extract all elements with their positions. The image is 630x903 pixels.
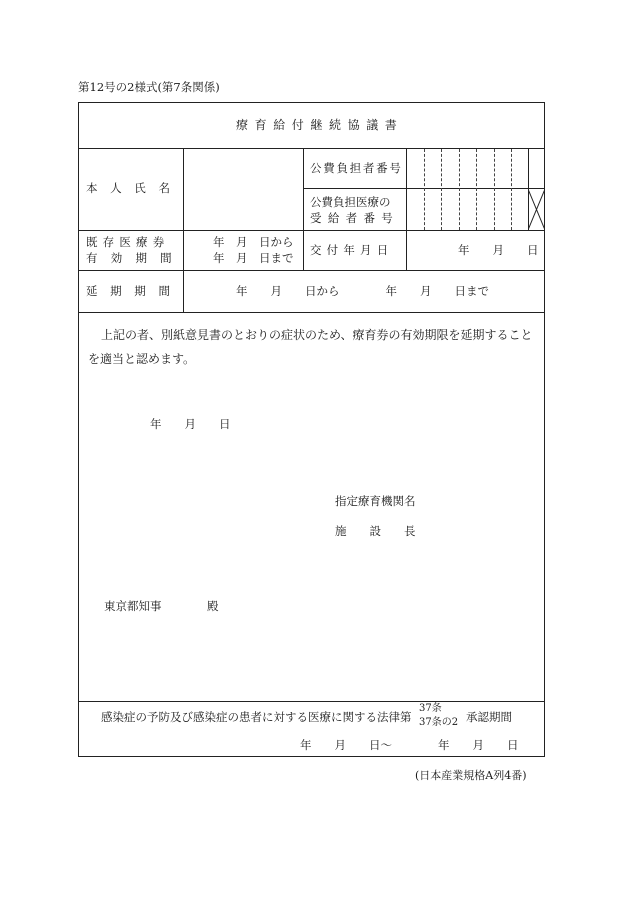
form-title: 療育給付継続協議書 bbox=[236, 118, 404, 132]
valid-from[interactable]: 年 月 日から bbox=[213, 235, 294, 249]
approval-period-value[interactable]: 年 月 日〜 年 月 日 bbox=[300, 738, 519, 752]
existing-ticket-label-line1: 既存医療券 bbox=[86, 235, 170, 249]
law-text: 感染症の予防及び感染症の患者に対する医療に関する法律第 bbox=[101, 710, 412, 724]
director-label: 施 設 長 bbox=[335, 524, 416, 538]
honorific: 殿 bbox=[207, 599, 219, 613]
issue-date-value[interactable]: 年 月 日 bbox=[458, 243, 539, 257]
recipient-number-label-line1: 公費負担医療の bbox=[310, 195, 391, 209]
paper-size-note: (日本産業規格A列4番) bbox=[415, 769, 527, 782]
extension-value[interactable]: 年 月 日から 年 月 日まで bbox=[236, 284, 489, 298]
addressee: 東京都知事 bbox=[104, 599, 162, 613]
valid-to[interactable]: 年 月 日まで bbox=[213, 251, 294, 265]
form-number: 第12号の2様式(第7条関係) bbox=[78, 80, 220, 94]
article-37: 37条 bbox=[419, 703, 442, 714]
extension-label: 延期期間 bbox=[86, 284, 183, 298]
crossed-cell bbox=[528, 189, 545, 230]
recipient-number-field[interactable] bbox=[407, 189, 528, 230]
existing-ticket-label-line2: 有効期間 bbox=[86, 251, 185, 265]
date-line[interactable]: 年 月 日 bbox=[150, 417, 231, 431]
body-text-line1: 上記の者、別紙意見書のとおりの症状のため、療育券の有効期限を延期すること bbox=[101, 328, 533, 342]
patient-name-field[interactable] bbox=[184, 149, 303, 230]
payer-number-field[interactable] bbox=[407, 149, 545, 188]
payer-number-label: 公費負担者番号 bbox=[310, 161, 403, 175]
issue-date-label: 交付年月日 bbox=[310, 243, 394, 257]
article-37-2: 37条の2 bbox=[419, 717, 459, 728]
recipient-number-label-line2: 受給者番号 bbox=[310, 211, 400, 225]
body-text-line2: を適当と認めます。 bbox=[88, 352, 196, 366]
approval-period-label: 承認期間 bbox=[466, 710, 512, 724]
institution-label: 指定療育機関名 bbox=[335, 494, 416, 508]
patient-name-label: 本人氏名 bbox=[86, 181, 183, 195]
